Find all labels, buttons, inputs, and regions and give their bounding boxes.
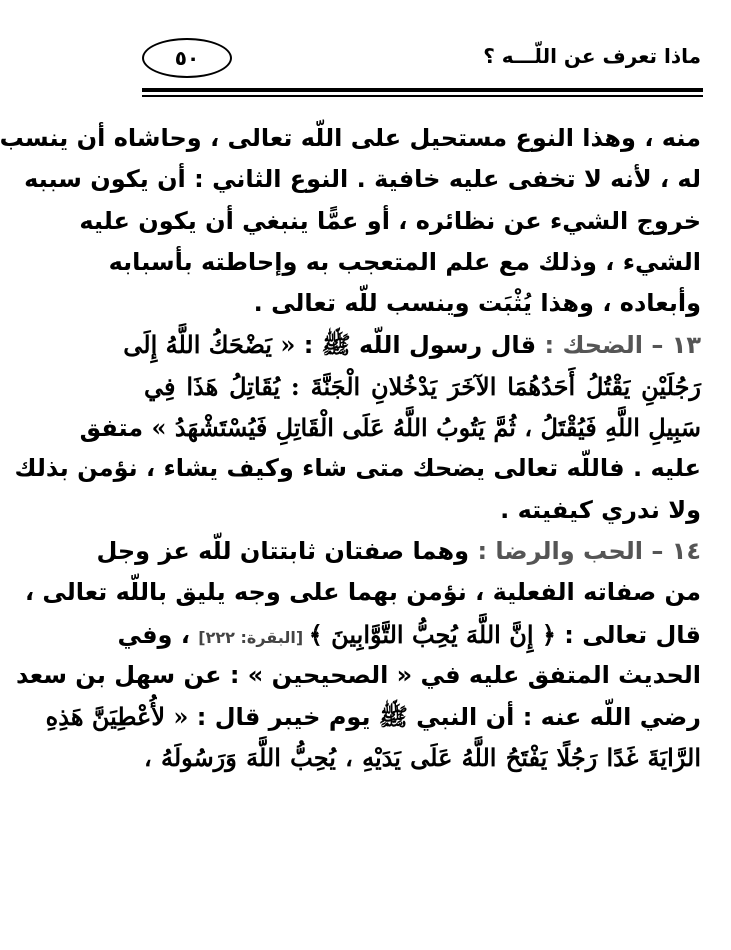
quoted-text: ﴿ إِنَّ اللَّهَ يُحِبُّ التَّوَّابِينَ ﴾ bbox=[308, 619, 556, 649]
body-span: ولا ندري كيفيته . bbox=[500, 495, 701, 524]
page-number: ٥٠ bbox=[142, 38, 232, 78]
body-span: وهما صفتان ثابتتان للّه عز وجل bbox=[96, 536, 478, 565]
text-line bbox=[123, 324, 701, 365]
text-line bbox=[96, 531, 701, 572]
body-text bbox=[0, 118, 701, 779]
text-line bbox=[0, 118, 701, 159]
section-heading: ١٣ – الضحك : bbox=[544, 331, 701, 360]
text-line bbox=[79, 201, 701, 242]
text-line bbox=[144, 490, 701, 531]
body-span: من صفاته الفعلية ، نؤمن بهما على وجه يليق باللّه تعالى ، bbox=[24, 578, 701, 607]
text-line bbox=[144, 737, 701, 778]
header-rule-thin bbox=[142, 95, 703, 97]
text-line bbox=[144, 366, 701, 407]
quoted-text: « لأُعْطِيَنَّ هَذِهِ bbox=[45, 702, 189, 732]
section-heading: ١٤ – الحب والرضا : bbox=[477, 536, 701, 565]
text-line bbox=[45, 696, 701, 737]
body-span: الشيء ، وذلك مع علم المتعجب به وإحاطته بأسبابه bbox=[108, 247, 701, 276]
body-span: الحديث المتفق عليه في « الصحيحين » : عن سهل بن سعد bbox=[15, 660, 701, 689]
quoted-text: سَبِيلِ اللَّهِ فَيُقْتَلُ ، ثُمَّ يَتُوبُ اللَّهُ عَلَى الْقَاتِلِ فَيُسْتَشْهَدُ » bbox=[151, 413, 701, 443]
text-line bbox=[14, 448, 701, 489]
text-line bbox=[144, 283, 701, 324]
body-span: عليه . فاللّه تعالى يضحك متى شاء وكيف يشاء ، نؤمن بذلك bbox=[14, 454, 701, 483]
text-line bbox=[108, 242, 701, 283]
quoted-text: « يَضْحَكُ اللَّهُ إِلَى bbox=[123, 330, 296, 360]
text-line bbox=[24, 159, 701, 200]
running-title: ماذا تعرف عن اللّـــه ؟ bbox=[483, 44, 701, 68]
body-span: قال رسول اللّه ﷺ : bbox=[295, 331, 545, 360]
text-line bbox=[15, 655, 701, 696]
text-line bbox=[117, 614, 701, 655]
body-span: رضي اللّه عنه : أن النبي ﷺ يوم خيبر قال : bbox=[188, 703, 701, 732]
body-span: متفق bbox=[79, 414, 152, 443]
body-span: له ، لأنه لا تخفى عليه خافية . النوع الثاني : أن يكون سببه bbox=[24, 165, 701, 194]
quoted-text: رَجُلَيْنِ يَقْتُلُ أَحَدُهُمَا الآخَرَ يَدْخُلانِ الْجَنَّةَ : يُقَاتِلُ هَذَا فِي bbox=[144, 371, 701, 401]
quoted-text: الرَّايَةَ غَدًا رَجُلًا يَفْتَحُ اللَّهُ عَلَى يَدَيْهِ ، يُحِبُّ اللَّهَ وَرَسُولَهُ ، bbox=[144, 743, 701, 773]
body-span: خروج الشيء عن نظائره ، أو عمًّا ينبغي أن يكون عليه bbox=[79, 206, 701, 235]
header-rule-thick bbox=[142, 88, 703, 92]
body-span: قال تعالى : bbox=[555, 620, 701, 649]
body-span: وأبعاده ، وهذا يُثْبَت وينسب للّه تعالى . bbox=[253, 289, 701, 318]
text-line bbox=[79, 407, 701, 448]
body-span: منه ، وهذا النوع مستحيل على اللّه تعالى ، وحاشاه أن ينسب bbox=[0, 124, 701, 152]
body-span: ، وفي bbox=[117, 620, 199, 649]
page-header bbox=[142, 38, 703, 82]
verse-reference: [البقرة: ٢٢٢] bbox=[198, 627, 309, 647]
text-line bbox=[24, 572, 701, 613]
